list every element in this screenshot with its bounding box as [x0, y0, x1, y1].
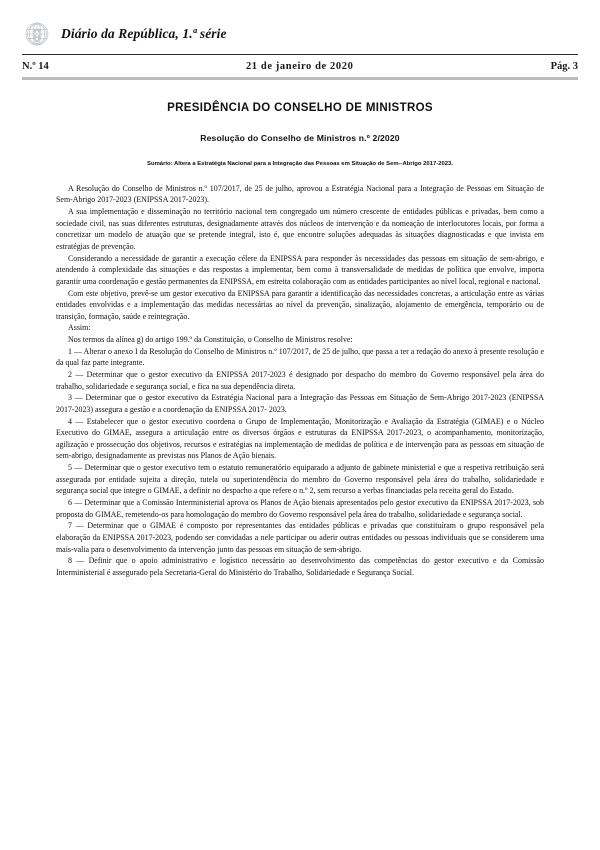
- folio-bar: [22, 55, 578, 77]
- act-title: Resolução do Conselho de Ministros n.º 2/2020: [200, 133, 400, 143]
- document-content: [22, 102, 578, 579]
- body-paragraph: 1 — Alterar o anexo I da Resolução do Conselho de Ministros n.º 107/2017, de 25 de julho, que passa a ter a redação do anexo à presente resolução e da qual faz parte integrante.: [56, 346, 544, 368]
- folio-date: 21 de janeiro de 2020: [245, 60, 354, 72]
- body-paragraph: Assim:: [68, 323, 91, 333]
- folio-issue-number: N.º 14: [22, 60, 49, 72]
- body-paragraph: A sua implementação e disseminação no território nacional tem congregado um número crescente de entidades públicas e privadas, bem como a sociedade civil, nas suas diferentes estruturas, designadamente através dos núcleos de intervenção e da nomeação de interlocutores locais, por forma a concretizar um modelo de atuação que se pretende integral, isto é, que encontre soluções adequadas às situações diagnosticadas e que invista em estratégias de prevenção.: [56, 207, 544, 251]
- body-paragraph: Nos termos da alínea g) do artigo 199.º da Constituição, o Conselho de Ministros resolve:: [68, 335, 353, 345]
- body-paragraph: 3 — Determinar que o gestor executivo da Estratégia Nacional para a Integração das Pessoas em Situação de Sem-Abrigo 2017-2023 (ENIPSSA 2017-2023) assegura a gestão e a coordenação da ENIPSSA 2017- 2023.: [56, 393, 544, 414]
- issuing-organ-title: PRESIDÊNCIA DO CONSELHO DE MINISTROS: [167, 102, 433, 114]
- body-paragraph: Com este objetivo, prevê-se um gestor executivo da ENIPSSA para garantir a identificação das necessidades concretas, a articulação entre as várias entidades envolvidas e a implementação das medidas necessárias ao nível da prevenção, sinalização, alojamento de emergência, temporário ou de transição, formação, saúde e reintegração.: [56, 288, 544, 321]
- body-paragraph: 5 — Determinar que o gestor executivo tem o estatuto remuneratório equiparado a adjunto de gabinete ministerial e que a respetiva retribuição será assegurada por entidade sujeita a direção, tutela ou superintendência do membro do Governo responsável pela área do trabalho, solidariedade e segurança social que integre o GIMAE, a definir no despacho a que refere o n.º 2, sem recurso a verbas financiadas pela receita geral do Estado.: [56, 463, 544, 496]
- body-paragraph: 2 — Determinar que o gestor executivo da ENIPSSA 2017-2023 é designado por despacho do membro do Governo responsável pela área do trabalho, solidariedade e segurança social, e fica na sua dependência direta.: [56, 369, 544, 391]
- document-summary: Sumário: Altera a Estratégia Nacional para a Integração das Pessoas em Situação de Sem--Abrigo 2017-2023.: [147, 161, 453, 167]
- portugal-coat-of-arms-icon: [22, 19, 52, 49]
- body-paragraph: 6 — Determinar que a Comissão Interministerial aprova os Planos de Ação bienais apresentados pelo gestor executivo da ENIPSSA 2017-2023, sob proposta do GIMAE, remetendo-os para homologação do membro do Governo responsável pela área do trabalho, solidariedade e segurança social.: [56, 498, 544, 519]
- body-paragraph: 4 — Estabelecer que o gestor executivo coordena o Grupo de Implementação, Monitorização e Avaliação da Estratégia (GIMAE) e o Núcleo Executivo do GIMAE, assegura a articulação entre os diversos órgãos e estruturas da ENIPSSA 2017-2023, o acompanhamento, monitorização, agilização e prossecução dos objetivos, recursos e estratégias na implementação de medidas de política e de intervenção para as pessoas em situação de sem-abrigo, designadamente as previstas nos Planos de Ação bienais.: [56, 416, 544, 461]
- folio-page-number: Pág. 3: [550, 60, 578, 72]
- masthead-title: Diário da República, 1.ª série: [61, 26, 227, 41]
- body-paragraph: 8 — Definir que o apoio administrativo e logístico necessário ao desenvolvimento das competências do gestor executivo e da Comissão Interministerial é assegurado pela Secretaria-Geral do Ministério do Trabalho, Solidariedade e Segurança Social.: [56, 556, 544, 577]
- body-paragraph: Considerando a necessidade de garantir a execução célere da ENIPSSA para responder às necessidades das pessoas em situação de sem-abrigo, e atendendo à complexidade das situações e das respostas a implementar, bem como à transversalidade de medidas de política que envolve, importa garantir uma coordenação e gestão permanentes da ENIPSSA, em estreita colaboração com as entidades participantes ao nível local, regional e nacional.: [56, 253, 544, 286]
- body-paragraph: A Resolução do Conselho de Ministros n.º 107/2017, de 25 de julho, aprovou a Estratégia Nacional para a Integração de Pessoas em Situação de Sem-Abrigo 2017-2023 (ENIPSSA 2017-2023).: [56, 183, 544, 205]
- masthead: [22, 0, 578, 54]
- body-paragraph: 7 — Determinar que o GIMAE é composto por representantes das entidades públicas e privadas que constituíram o grupo responsável pela elaboração da ENIPSSA 2017-2023, podendo ser convidadas a nele participar ou aderir outras entidades ou pessoas individuais que se considerem uma mais-valia para o desenvolvimento da intervenção junto das pessoas em situação de sem-abrigo.: [56, 521, 544, 554]
- document-body: [55, 183, 545, 579]
- folio-divider: [22, 77, 578, 80]
